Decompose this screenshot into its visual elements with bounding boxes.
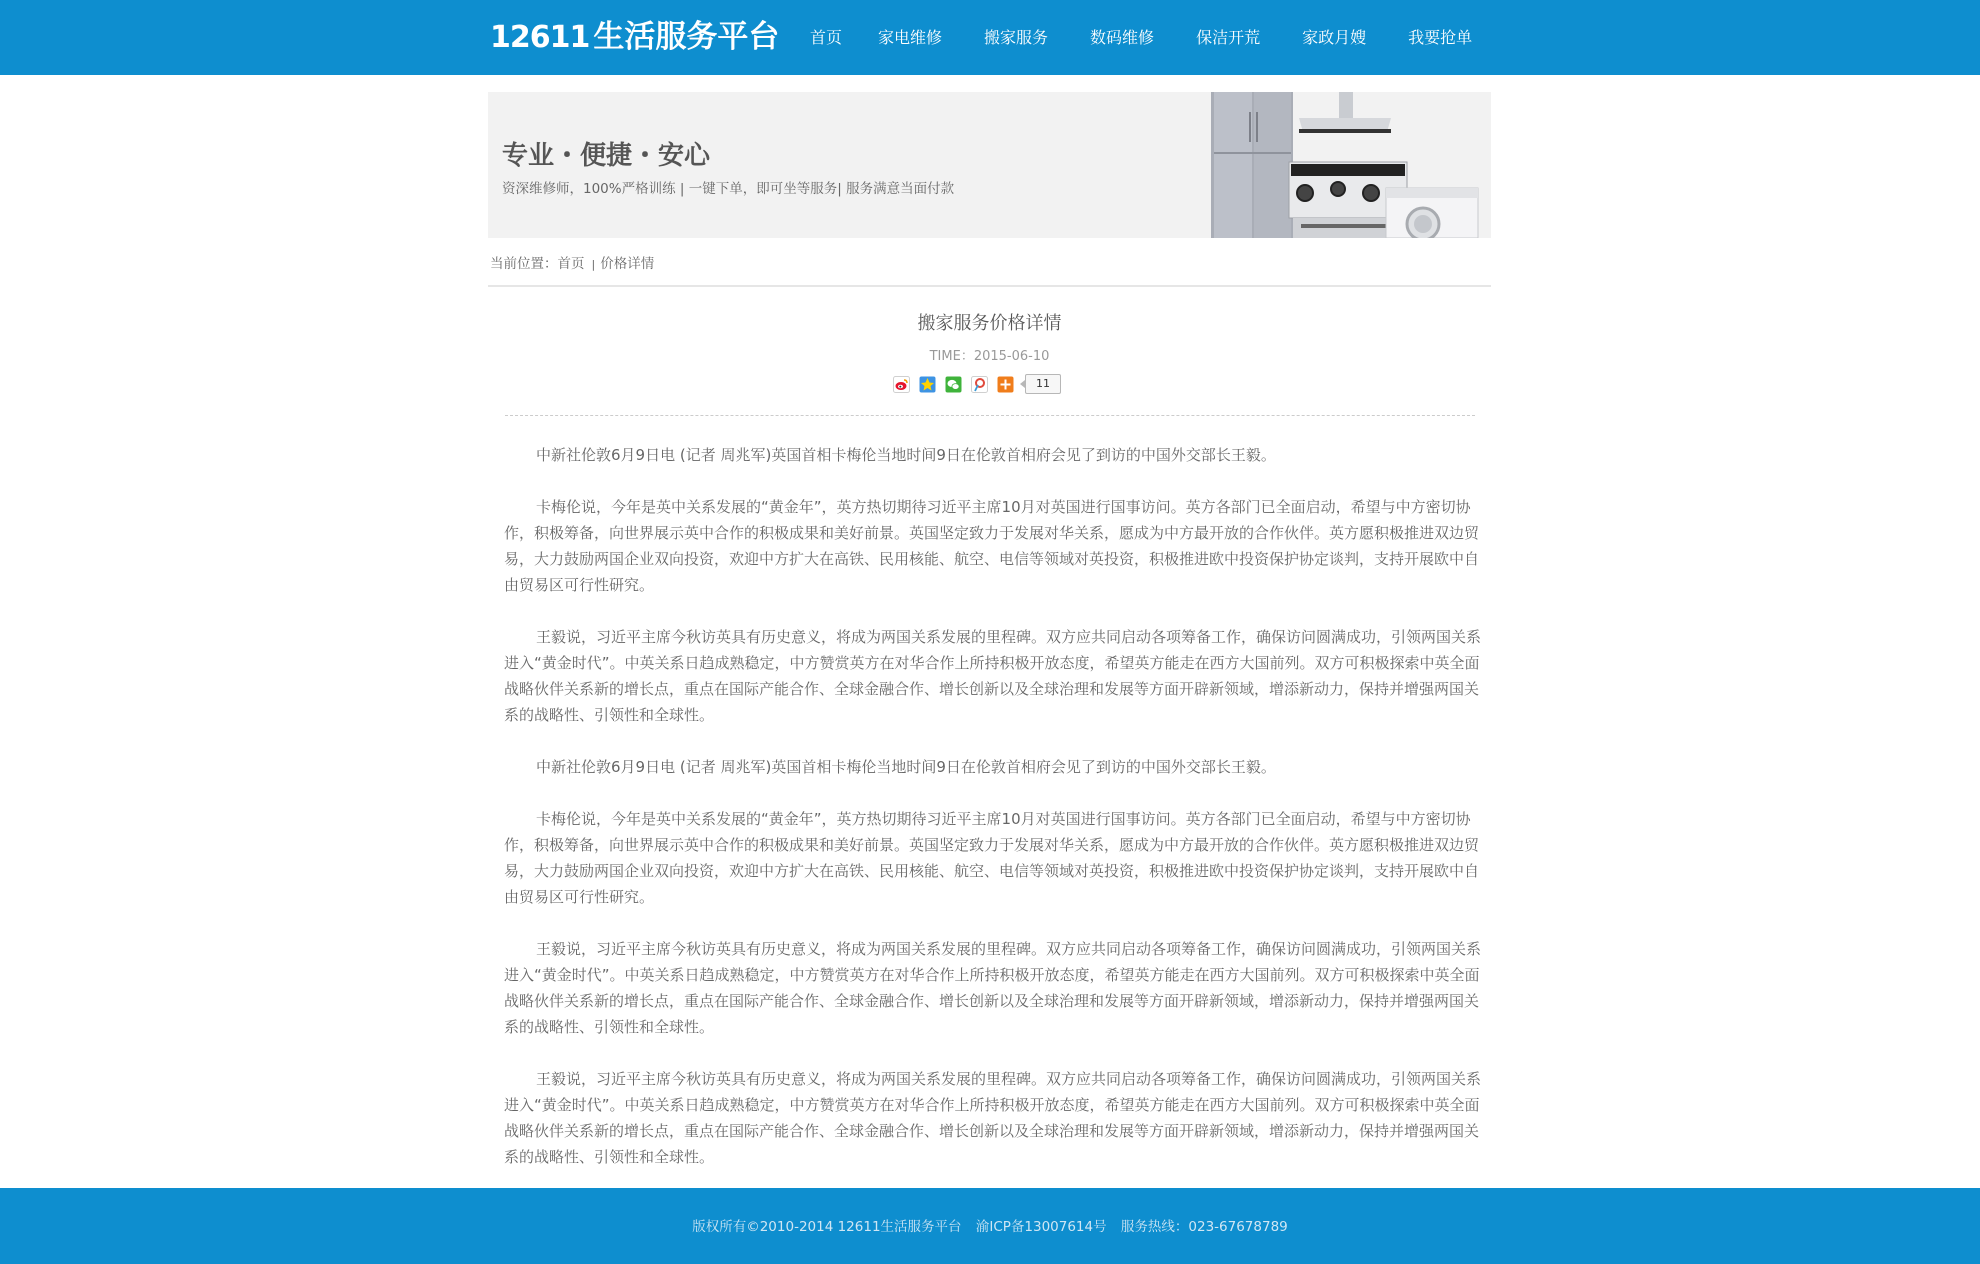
article-paragraph: 卡梅伦说，今年是英中关系发展的“黄金年”，英方热切期待习近平主席10月对英国进行国事访问。英方各部门已全面启动，希望与中方密切协作，积极筹备，向世界展示英中合作的积极成果和美好前景。英国坚定致力于发展对华关系，愿成为中方最开放的合作伙伴。英方愿积极推进双边贸易，大力鼓励两国企业双向投资，欢迎中方扩大在高铁、民用核能、航空、电信等领域对英投资，积极推进欧中投资保护协定谈判，支持开展欧中自由贸易区可行性研究。 [504, 498, 1480, 594]
nav-item-moving-service[interactable]: 搬家服务 [984, 28, 1049, 47]
article-paragraph: 王毅说，习近平主席今秋访英具有历史意义，将成为两国关系发展的里程碑。双方应共同启动各项筹备工作，确保访问圆满成功，引领两国关系进入“黄金时代”。中英关系日趋成熟稳定，中方赞赏英方在对华合作上所持积极开放态度，希望英方能走在西方大国前列。双方可积极探索中英全面战略伙伴关系新的增长点，重点在国际产能合作、全球金融合作、增长创新以及全球治理和发展等方面开辟新领域，增添新动力，保持并增强两国关系的战略性、引领性和全球性。 [504, 628, 1482, 724]
article-paragraph: 王毅说，习近平主席今秋访英具有历史意义，将成为两国关系发展的里程碑。双方应共同启动各项筹备工作，确保访问圆满成功，引领两国关系进入“黄金时代”。中英关系日趋成熟稳定，中方赞赏英方在对华合作上所持积极开放态度，希望英方能走在西方大国前列。双方可积极探索中英全面战略伙伴关系新的增长点，重点在国际产能合作、全球金融合作、增长创新以及全球治理和发展等方面开辟新领域，增添新动力，保持并增强两国关系的战略性、引领性和全球性。 [504, 940, 1482, 1036]
share-count-badge[interactable]: 11 [1025, 374, 1061, 394]
banner-title: 专业・便捷・安心 [502, 141, 711, 171]
article-body [504, 442, 1484, 1196]
nav-item-home[interactable]: 首页 [810, 28, 843, 47]
nav-item-cleaning[interactable]: 保洁开荒 [1196, 28, 1261, 47]
breadcrumb-separator: | [591, 258, 596, 271]
appliances-image [1211, 92, 1491, 238]
site-footer [0, 1188, 1980, 1264]
nav-item-housekeeping[interactable]: 家政月嫂 [1302, 28, 1367, 47]
hero-banner [488, 92, 1491, 238]
article-paragraph: 中新社伦敦6月9日电 (记者 周兆军)英国首相卡梅伦当地时间9日在伦敦首相府会见了到访的中国外交部长王毅。 [536, 758, 1276, 776]
footer-copyright: 版权所有©2010-2014 12611生活服务平台 [692, 1219, 962, 1235]
breadcrumb-divider [488, 285, 1491, 287]
breadcrumb-prefix: 当前位置： [490, 256, 558, 272]
breadcrumb-home-link[interactable]: 首页 [557, 256, 585, 272]
weibo-icon[interactable] [893, 376, 910, 393]
footer-text [0, 1215, 1980, 1235]
more-share-icon[interactable] [997, 376, 1014, 393]
logo-text: 生活服务平台 [593, 19, 780, 55]
nav-item-grab-order[interactable]: 我要抢单 [1408, 28, 1473, 47]
wechat-icon[interactable] [945, 376, 962, 393]
logo-number: 12611 [490, 20, 590, 55]
banner-subtitle: 资深维修师，100%严格训练 | 一键下单，即可坐等服务| 服务满意当面付款 [502, 181, 955, 197]
article-paragraph: 卡梅伦说，今年是英中关系发展的“黄金年”，英方热切期待习近平主席10月对英国进行国事访问。英方各部门已全面启动，希望与中方密切协作，积极筹备，向世界展示英中合作的积极成果和美好前景。英国坚定致力于发展对华关系，愿成为中方最开放的合作伙伴。英方愿积极推进双边贸易，大力鼓励两国企业双向投资，欢迎中方扩大在高铁、民用核能、航空、电信等领域对英投资，积极推进欧中投资保护协定谈判，支持开展欧中自由贸易区可行性研究。 [504, 810, 1480, 906]
main-nav [810, 0, 1472, 75]
breadcrumb [490, 252, 654, 272]
breadcrumb-current: 价格详情 [600, 256, 655, 272]
article-paragraph: 王毅说，习近平主席今秋访英具有历史意义，将成为两国关系发展的里程碑。双方应共同启动各项筹备工作，确保访问圆满成功，引领两国关系进入“黄金时代”。中英关系日趋成熟稳定，中方赞赏英方在对华合作上所持积极开放态度，希望英方能走在西方大国前列。双方可积极探索中英全面战略伙伴关系新的增长点，重点在国际产能合作、全球金融合作、增长创新以及全球治理和发展等方面开辟新领域，增添新动力，保持并增强两国关系的战略性、引领性和全球性。 [504, 1070, 1482, 1166]
nav-item-appliance-repair[interactable]: 家电维修 [878, 28, 943, 47]
nav-item-digital-repair[interactable]: 数码维修 [1090, 28, 1155, 47]
article-paragraph: 中新社伦敦6月9日电 (记者 周兆军)英国首相卡梅伦当地时间9日在伦敦首相府会见了到访的中国外交部长王毅。 [536, 446, 1276, 464]
footer-icp[interactable]: 渝ICP备13007614号 [975, 1219, 1107, 1235]
site-header [0, 0, 1980, 75]
article-divider [505, 415, 1475, 416]
share-bar [893, 374, 1061, 394]
site-logo[interactable] [490, 17, 779, 58]
article-title: 搬家服务价格详情 [917, 313, 1062, 334]
qzone-icon[interactable] [919, 376, 936, 393]
footer-hotline: 服务热线：023-67678789 [1120, 1219, 1288, 1235]
tencent-weibo-icon[interactable] [971, 376, 988, 393]
article-time: TIME：2015-06-10 [929, 349, 1050, 364]
